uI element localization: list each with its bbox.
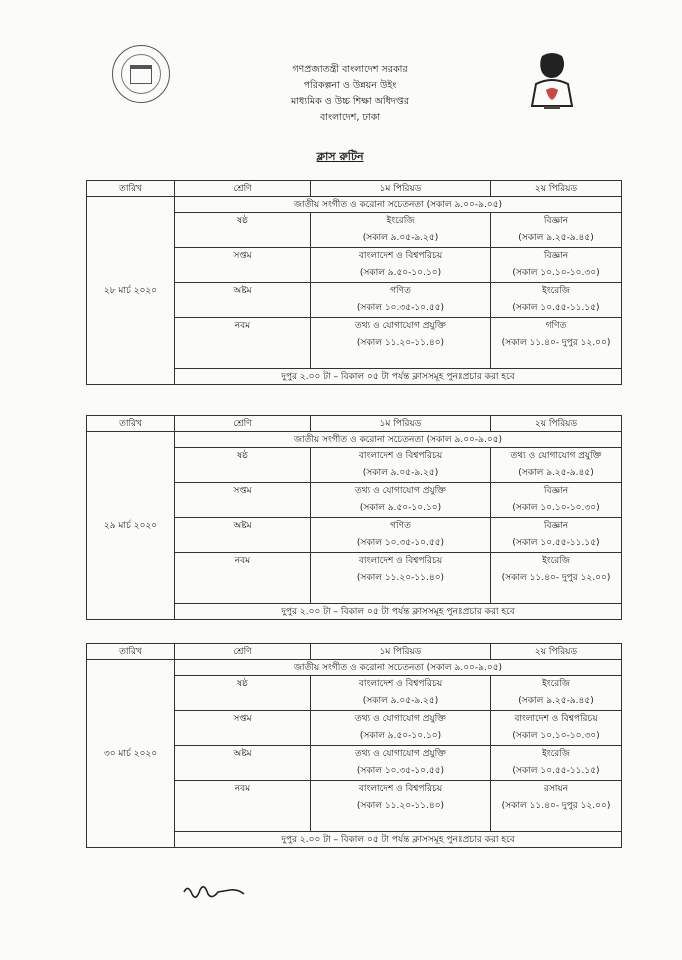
grade-cell: নবম [175,318,311,369]
period-1-cell [311,746,491,781]
grade-cell: ষষ্ঠ [175,448,311,483]
time: (সকাল ১০.৩৫-১০.৫৫) [356,766,445,776]
column-header-grade: শ্রেণি [175,644,311,660]
routine-table-day-3 [86,643,622,848]
column-header-date: তারিখ [87,416,175,432]
time: (সকাল ১০.১০-১০.৩০) [512,268,600,278]
rebroadcast-note: দুপুর ২.০০ টা – বিকাল ০৫ টা পর্যন্ত ক্লাসসমূহ পুনঃপ্রচার করা হবে [175,832,622,848]
time: (সকাল ৯.০৫-৯.২৫) [362,468,439,478]
subject: তথ্য ও যোগাযোগ প্রযুক্তি [355,321,446,331]
subject: গণিত [390,521,411,531]
time: (সকাল ১০.১০-১০.৩০) [512,731,600,741]
rebroadcast-note: দুপুর ২.০০ টা – বিকাল ০৫ টা পর্যন্ত ক্লাসসমূহ পুনঃপ্রচার করা হবে [175,369,622,385]
subject: বাংলাদেশ ও বিশ্বপরিচয় [358,556,443,566]
time: (সকাল ১১.২০-১১.৪০) [356,801,445,811]
column-header-period-1: ১ম পিরিয়ড [311,644,491,660]
period-1-cell [311,553,491,604]
anthem-row: জাতীয় সংগীত ও করোনা সচেতনতা (সকাল ৯.০০-৯.০৫) [175,432,622,448]
time: (সকাল ৯.৫০-১০.১০) [359,503,442,513]
anthem-row: জাতীয় সংগীত ও করোনা সচেতনতা (সকাল ৯.০০-৯.০৫) [175,660,622,676]
routine-table-day-1 [86,180,622,385]
time: (সকাল ৯.২৫-৯.৪৫) [518,468,594,478]
period-2-cell [491,781,622,832]
rebroadcast-note: দুপুর ২.০০ টা – বিকাল ০৫ টা পর্যন্ত ক্লাসসমূহ পুনঃপ্রচার করা হবে [175,604,622,620]
period-1-cell [311,711,491,746]
subject: গণিত [390,286,411,296]
column-header-grade: শ্রেণি [175,181,311,197]
time: (সকাল ১১.৪০- দুপুর ১২.০০) [501,338,611,348]
subject: বিজ্ঞান [543,486,569,496]
period-1-cell [311,518,491,553]
period-2-cell [491,676,622,711]
grade-cell: অষ্টম [175,283,311,318]
column-header-period-2: ২য় পিরিয়ড [491,181,622,197]
header-line-directorate: মাধ্যমিক ও উচ্চ শিক্ষা অধিদপ্তর [291,96,409,107]
government-seal-logo [112,45,170,103]
time: (সকাল ১১.৪০- দুপুর ১২.০০) [501,573,611,583]
grade-cell: সপ্তম [175,711,311,746]
grade-cell: নবম [175,553,311,604]
period-2-cell [491,213,622,248]
period-2-cell [491,248,622,283]
subject: বাংলাদেশ ও বিশ্বপরিচয় [514,714,598,724]
period-2-cell [491,483,622,518]
period-2-cell [491,283,622,318]
date-cell: ২৯ মার্চ ২০২০ [87,432,175,620]
subject: ইংরেজি [542,749,570,759]
grade-cell: নবম [175,781,311,832]
time: (সকাল ৯.২৫-৯.৪৫) [518,233,594,243]
period-2-cell [491,711,622,746]
period-1-cell [311,448,491,483]
period-1-cell [311,248,491,283]
subject: তথ্য ও যোগাযোগ প্রযুক্তি [355,749,446,759]
time: (সকাল ১০.৩৫-১০.৫৫) [356,303,445,313]
subject: বাংলাদেশ ও বিশ্বপরিচয় [358,251,443,261]
period-2-cell [491,318,622,369]
time: (সকাল ১১.২০-১১.৪০) [356,338,445,348]
subject: ইংরেজি [386,216,415,226]
period-1-cell [311,483,491,518]
subject: গণিত [545,321,567,331]
date-cell: ৩০ মার্চ ২০২০ [87,660,175,848]
subject: বাংলাদেশ ও বিশ্বপরিচয় [358,451,443,461]
time: (সকাল ১১.৪০- দুপুর ১২.০০) [501,801,611,811]
column-header-period-2: ২য় পিরিয়ড [491,644,622,660]
grade-cell: অষ্টম [175,518,311,553]
column-header-date: তারিখ [87,644,175,660]
grade-cell: ষষ্ঠ [175,213,311,248]
grade-cell: সপ্তম [175,248,311,283]
page-title: ক্লাস রুটিন [316,150,364,163]
period-1-cell [311,213,491,248]
routine-table-day-2 [86,415,622,620]
period-1-cell [311,781,491,832]
subject: তথ্য ও যোগাযোগ প্রযুক্তি [510,451,602,461]
period-2-cell [491,553,622,604]
time: (সকাল ৯.০৫-৯.২৫) [362,233,439,243]
grade-cell: ষষ্ঠ [175,676,311,711]
handwritten-signature [180,880,250,906]
time: (সকাল ১০.৫৫-১১.১৫) [512,766,600,776]
period-2-cell [491,518,622,553]
subject: বাংলাদেশ ও বিশ্বপরিচয় [358,784,443,794]
anthem-row: জাতীয় সংগীত ও করোনা সচেতনতা (সকাল ৯.০০-৯.০৫) [175,197,622,213]
header-line-government: গণপ্রজাতন্ত্রী বাংলাদেশ সরকার [292,64,408,75]
subject: বিজ্ঞান [543,216,569,226]
header-line-wing: পরিকল্পনা ও উন্নয়ন উইং [303,80,397,91]
period-1-cell [311,676,491,711]
date-cell: ২৮ মার্চ ২০২০ [87,197,175,385]
subject: ইংরেজি [542,556,570,566]
time: (সকাল ৯.০৫-৯.২৫) [362,696,439,706]
document-header [220,62,480,126]
column-header-grade: শ্রেণি [175,416,311,432]
period-1-cell [311,318,491,369]
grade-cell: সপ্তম [175,483,311,518]
subject: তথ্য ও যোগাযোগ প্রযুক্তি [355,486,446,496]
period-1-cell [311,283,491,318]
time: (সকাল ৯.৫০-১০.১০) [359,268,442,278]
subject: রসায়ন [543,784,569,794]
time: (সকাল ১০.৩৫-১০.৫৫) [356,538,445,548]
time: (সকাল ১১.২০-১১.৪০) [356,573,445,583]
subject: বিজ্ঞান [543,251,569,261]
period-2-cell [491,746,622,781]
subject: ইংরেজি [542,286,570,296]
time: (সকাল ১০.১০-১০.৩০) [512,503,600,513]
subject: বাংলাদেশ ও বিশ্বপরিচয় [358,679,443,689]
column-header-period-1: ১ম পিরিয়ড [311,181,491,197]
portrait-logo [522,50,580,114]
subject: তথ্য ও যোগাযোগ প্রযুক্তি [355,714,446,724]
grade-cell: অষ্টম [175,746,311,781]
time: (সকাল ৯.২৫-৯.৪৫) [518,696,594,706]
period-2-cell [491,448,622,483]
time: (সকাল ১০.৫৫-১১.১৫) [512,538,600,548]
column-header-period-2: ২য় পিরিয়ড [491,416,622,432]
column-header-date: তারিখ [87,181,175,197]
column-header-period-1: ১ম পিরিয়ড [311,416,491,432]
subject: বিজ্ঞান [543,521,569,531]
time: (সকাল ১০.৫৫-১১.১৫) [512,303,600,313]
time: (সকাল ৯.৫০-১০.১০) [359,731,442,741]
subject: ইংরেজি [542,679,570,689]
header-line-location: বাংলাদেশ, ঢাকা [320,112,380,123]
